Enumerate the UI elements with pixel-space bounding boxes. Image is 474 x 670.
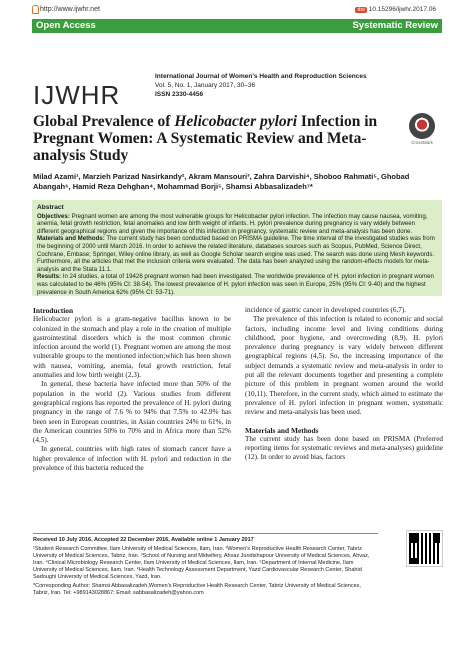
qr-code-icon [407, 531, 442, 566]
intro-paragraph-3: In general, countries with high rates of stomach cancer have a higher prevalence of infection with H. pylori and reduction in the prevalence of this bacteria reduced the [33, 445, 231, 473]
journal-logo: IJWHR [33, 80, 121, 110]
page-header [0, 0, 474, 48]
open-access-label: Open Access [36, 20, 96, 31]
access-banner [32, 19, 442, 33]
intro-paragraph-2: In general, these bacteria have infected more than 50% of the population in the world (2). Various studies from different geographical regions has reported the prevalence of H. pylori during pregnancy in the range of 7.6 % to 94% that 7.5% to 42.9% has been seen in European countries, in Asian countries 24% to 61%, in the American countries 50% to 70% and in Africa more than 52% (4,5). [33, 380, 231, 445]
article-title: Global Prevalence of Helicobacter pylori Infection in Pregnant Women: A Systematic Review and Meta-analysis Study [33, 113, 378, 164]
article-type-label: Systematic Review [352, 20, 438, 31]
introduction-heading: Introduction [33, 306, 74, 315]
abstract-heading: Abstract [37, 204, 64, 211]
doi-text: 10.15296/ijwhr.2017.06 [368, 6, 436, 13]
intro-paragraph-1: Helicobacter pylori is a gram-negative bacillus known to be colonized in the stomach and play a role in the creation of multiple gastrointestinal disorders which is the most common chronic infection around the world (1). Pregnant women are among the most vulnerable groups to the mentioned infection;which has been shown with nausea, vomiting, anemia, fetal growth restriction, fetal anomalies and low birth weight (2,3). [33, 315, 231, 380]
journal-volume: Vol. 5, No. 1, January 2017, 30–36 [155, 82, 256, 89]
doi-badge: doi [357, 7, 365, 13]
abstract-methods: Materials and Methods: The current study has been conducted based on PRISMA guideline. The time interval of the investigated studies was from the beginning of 2000 until March 2016. In order to achieve the related literature, databases sources such as Scopus, PubMed, Science Direct, Cochrane, Embase; Springer, Wiley online library, as well as Google Scholar search engine was used. The search was done using Mesh keywords. Furthermore, all the articles that met the inclusion criteria were evaluated. The data has been analyzed using the random-effects models for meta-analysis and the Stata 11.1. [37, 235, 435, 273]
journal-info [155, 72, 367, 99]
author-list: Milad Azami¹, Marzieh Parizad Nasirkandy², Akram Mansouri³, Zahra Darvishi⁴, Shoboo Rahmati⁵, Ghobad Abangah⁶, Hamid Reza Dehghan⁴, Mohammad Borji⁵, Shamsi Abbasalizadeh⁷* [33, 172, 410, 191]
journal-issn: ISSN 2330-4456 [155, 91, 204, 98]
body-column-right [245, 306, 443, 463]
affiliations: ¹Student Research Committee, Ilam University of Medical Sciences, Ilam, Iran. ²Women's Reproductive Health Research Center, Tabriz University of Medical Sciences, Tabriz, Iran. ³School of Nursing and Midwifery, Ahvaz Jundishapour University of Medical Sciences, Ahvaz, Iran. ⁴Clinical Microbiology Research Center, Ilam University of Medical Sciences, Ilam, Iran. ⁵Department of Internal Medicine, Ilam University of Medical Sciences, Ilam, Iran. ⁶Health Technology Assessment Department, Yazd Cardiovascular Research Center, Shahid Sadoughi University of Medical Sciences, Yazd, Iran. [33, 546, 370, 580]
methods-paragraph-1: The current study has been done based on PRISMA (Preferred reporting items for systematic reviews and meta-analyses) guideline (12). In order to avoid bias, factors [245, 434, 443, 462]
journal-url[interactable]: http://www.ijwhr.net [40, 6, 100, 13]
received-dates: Received 10 July 2016, Accepted 22 December 2016, Available online 1 January 2017 [33, 537, 254, 543]
abstract-box [32, 200, 442, 296]
corresponding-author: *Corresponding Author: Shamsi Abbasalizadeh,Women's Reproductive Health Research Center, Tabriz University of Medical Sciences, Tabriz, Iran. Tel: +989143028867; Email: sabbasalizadeh@yahoo.com [33, 583, 361, 596]
crossmark-icon[interactable] [409, 113, 435, 139]
footnotes [33, 533, 378, 599]
crossmark-label: CrossMark [411, 140, 433, 145]
intro-paragraph-4: The prevalence of this infection is related to economic and social factors, including income level and living conditions during childhood, poor hygiene, and overcrowding (8,9). H. pylori prevalence during pregnancy is vary widely between different geographical regions (4,5). So, the increasing importance of the subject demands a systematic review and meta-analysis in order to put all the relevant documents together and presenting a complete picture of this problem in pregnant women around the world (10,11). Therefore, in the current study, which aimed to estimate the prevalence of H. pylori infection in pregnant women, systematic review and meta-analysis has been used. [245, 315, 443, 417]
methods-heading: Materials and Methods [245, 425, 319, 435]
doi-link[interactable] [355, 6, 436, 13]
intro-paragraph-continued: incidence of gastric cancer in developed countries (6,7). [245, 306, 407, 314]
abstract-results: Results: In 24 studies, a total of 19426 pregnant women had been investigated. The worldwide prevalence of H. pylori infection in pregnant women was calculated to be 46% (95% CI: 38-54). The lowest prevalence of H. pylori infection was seen in Europe, 25% (95% CI: 9-40) and the highest prevalence in South America 62% (95% CI: 53-71). [37, 273, 434, 296]
open-access-lock-icon [32, 5, 39, 14]
body-column-left [33, 306, 231, 473]
abstract-objectives: Objectives: Pregnant women are among the most vulnerable groups for Helicobacter pylori infection. The infection may cause nausea, vomiting, anemia, fetal growth restriction, fetal anomalies and low birth weight of infants. H. pylori prevalence during pregnancy is vary widely between different geographical regions and given the importance of this infection in pregnancy, systematic review and meta-analysis has been done. [37, 212, 428, 235]
journal-name: International Journal of Women's Health and Reproduction Sciences [155, 73, 367, 80]
